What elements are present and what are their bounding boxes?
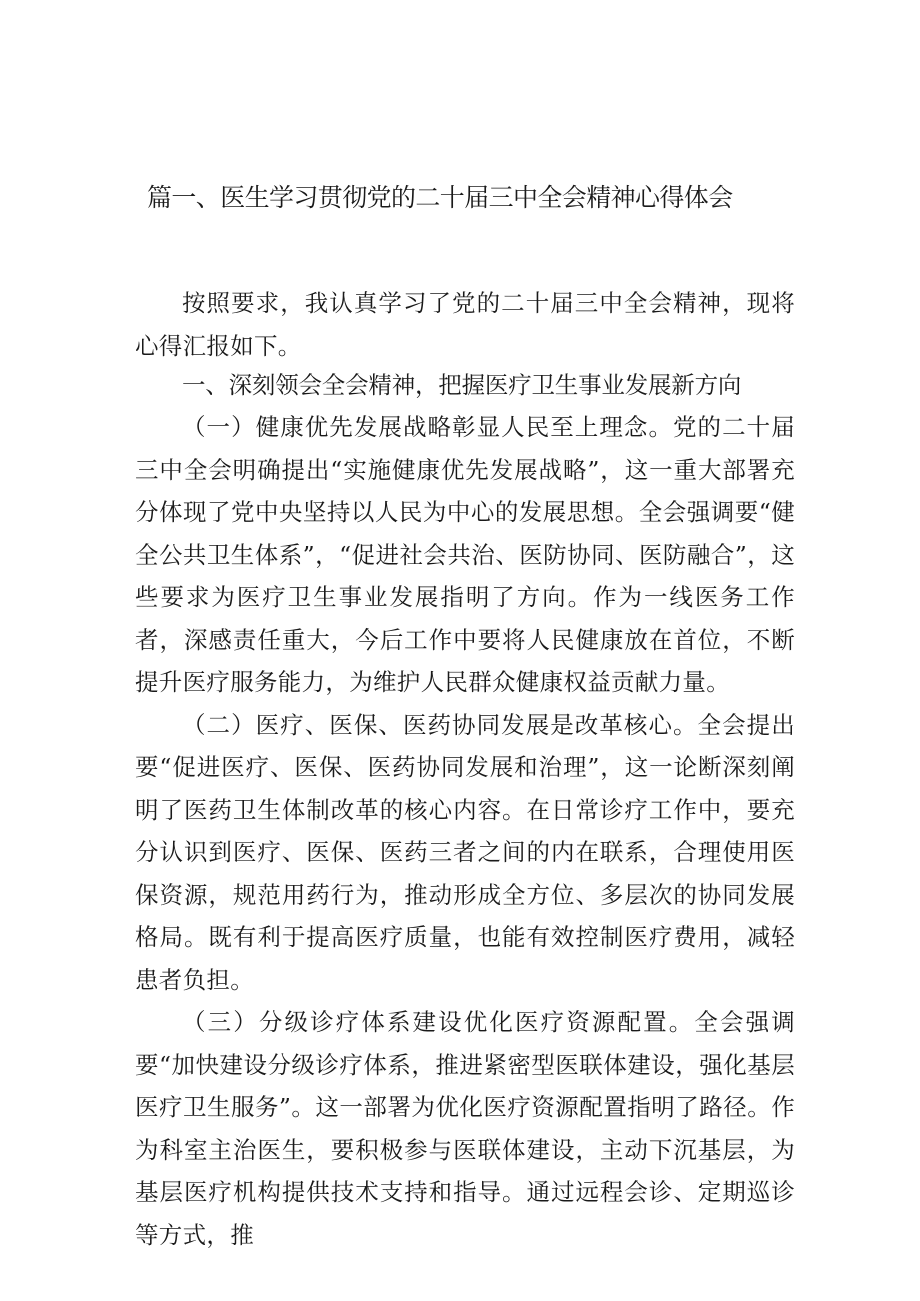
section-body	[135, 406, 795, 1256]
intro-paragraph: 按照要求，我认真学习了党的二十届三中全会精神，现将心得汇报如下。	[135, 289, 795, 360]
section-heading: 一、深刻领会全会精神，把握医疗卫生事业发展新方向	[182, 371, 742, 399]
document-title: 篇一、医生学习贯彻党的二十届三中全会精神心得体会	[147, 183, 733, 212]
paragraph-3: （三）分级诊疗体系建设优化医疗资源配置。全会强调要“加快建设分级诊疗体系，推进紧密型医联体建设，强化基层医疗卫生服务”。这一部署为优化医疗资源配置指明了路径。作为科室主治医生，要积极参与医联体建设，主动下沉基层，为基层医疗机构提供技术支持和指导。通过远程会诊、定期巡诊等方式，推	[135, 1008, 795, 1249]
paragraph-2: （二）医疗、医保、医药协同发展是改革核心。全会提出要“促进医疗、医保、医药协同发展和治理”，这一论断深刻阐明了医药卫生体制改革的核心内容。在日常诊疗工作中，要充分认识到医疗、医保、医药三者之间的内在联系，合理使用医保资源，规范用药行为，推动形成全方位、多层次的协同发展格局。既有利于提高医疗质量，也能有效控制医疗费用，减轻患者负担。	[135, 710, 795, 994]
intro-block	[135, 282, 795, 367]
paragraph-1: （一）健康优先发展战略彰显人民至上理念。党的二十届三中全会明确提出“实施健康优先发展战略”，这一重大部署充分体现了党中央坚持以人民为中心的发展思想。全会强调要“健全公共卫生体系”，“促进社会共治、医防协同、医防融合”，这些要求为医疗卫生事业发展指明了方向。作为一线医务工作者，深感责任重大，今后工作中要将人民健康放在首位，不断提升医疗服务能力，为维护人民群众健康权益贡献力量。	[135, 413, 795, 696]
